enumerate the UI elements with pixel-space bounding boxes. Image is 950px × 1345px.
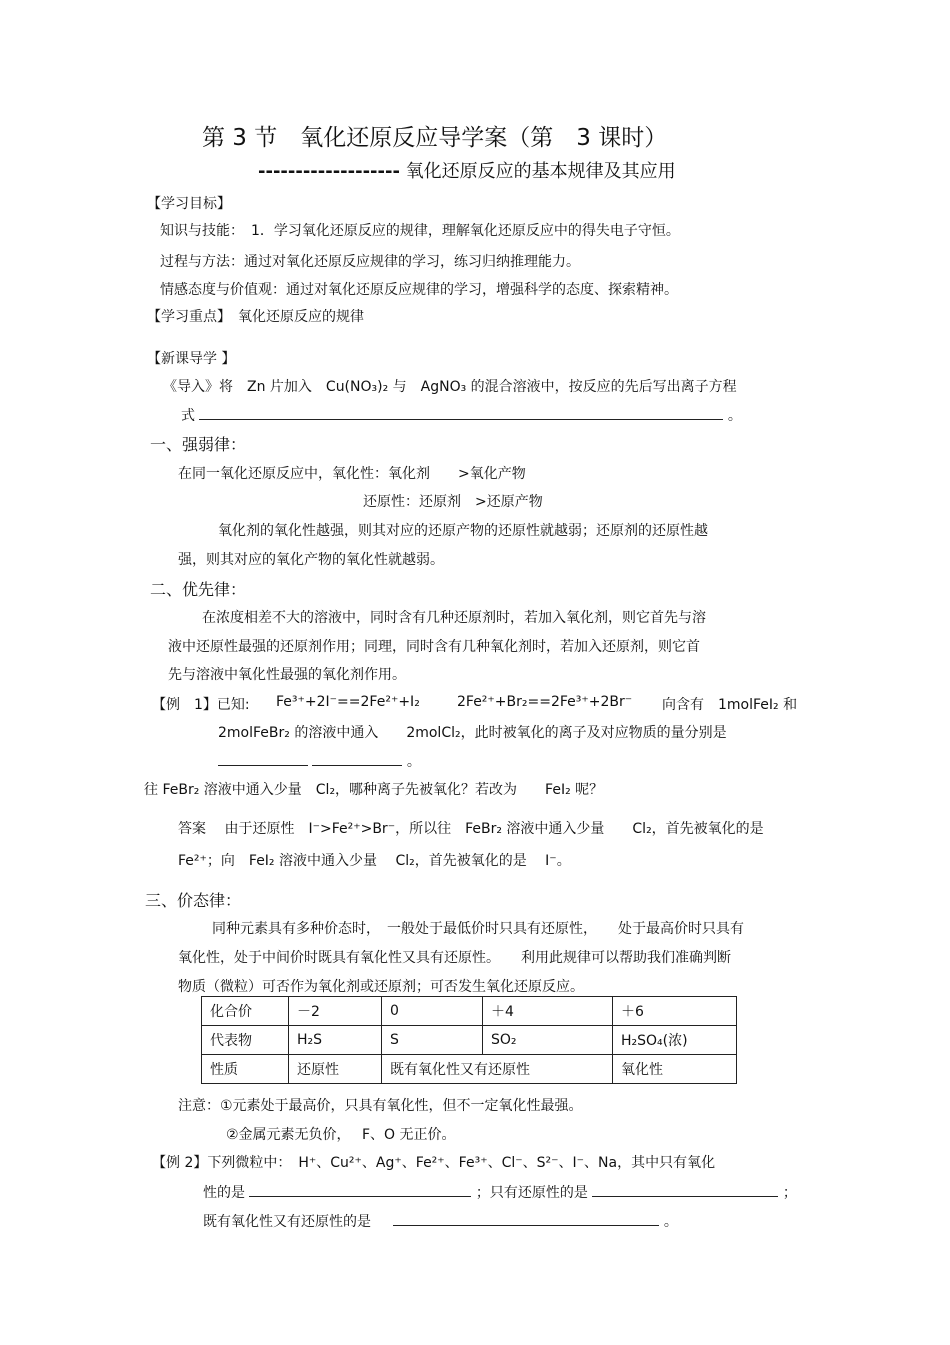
goal-process: 过程与方法：通过对氧化还原反应规律的学习，练习归纳推理能力。 [160, 254, 580, 270]
answer-blank-ex1a[interactable] [218, 751, 308, 766]
example1-label: 【例 1】已知: [152, 697, 250, 713]
section1-line2: 还原性：还原剂 >还原产物 [363, 494, 543, 510]
note2: ②金属元素无负价， F、O 无正价。 [226, 1127, 456, 1143]
section1-line3: 氧化剂的氧化性越强，则其对应的还原产物的还原性就越弱；还原剂的还原性越 [218, 523, 708, 539]
table-row-property [202, 1055, 737, 1084]
example1-line3 [218, 751, 421, 771]
table-cell: 氧化性 [613, 1055, 737, 1084]
intro-line2-suffix: 。 [727, 408, 742, 424]
example1-tail: 向含有 1molFeI₂ 和 [662, 697, 798, 713]
example1-answer2: Fe²⁺；向 FeI₂ 溶液中通入少量 Cl₂，首先被氧化的是 I⁻。 [178, 853, 571, 869]
example1-line3-suffix: 。 [406, 754, 421, 770]
section1-heading: 一、强弱律： [150, 435, 247, 454]
page-subtitle [258, 157, 676, 183]
section3-heading: 三、价态律： [145, 891, 242, 910]
learning-focus: 【学习重点】 氧化还原反应的规律 [147, 309, 364, 325]
table-cell: 性质 [202, 1055, 289, 1084]
answer-blank-both[interactable] [393, 1211, 659, 1226]
intro-line2 [181, 405, 742, 425]
goals-heading: 【学习目标】 [147, 196, 231, 212]
example2-line2-end: ； [782, 1185, 797, 1201]
goal-knowledge: 知识与技能： 1．学习氧化还原反应的规律，理解氧化还原反应中的得失电子守恒。 [160, 223, 680, 239]
example1-equation1: Fe³⁺+2I⁻==2Fe²⁺+I₂ [276, 694, 420, 710]
subtitle-text: 氧化还原反应的基本规律及其应用 [405, 161, 676, 182]
intro-heading: 【新课导学 】 [147, 351, 236, 367]
table-cell: 0 [382, 997, 483, 1026]
table-cell: 还原性 [289, 1055, 382, 1084]
answer-blank-ex1b[interactable] [312, 751, 402, 766]
answer-blank-reducing[interactable] [592, 1182, 778, 1197]
example2-line2 [203, 1182, 797, 1202]
example1-equation2: 2Fe²⁺+Br₂==2Fe³⁺+2Br⁻ [457, 694, 633, 710]
table-cell: 代表物 [202, 1026, 289, 1055]
table-cell: ＋4 [483, 997, 613, 1026]
table-cell: H₂SO₄(浓) [613, 1026, 737, 1055]
intro-line1: 《导入》将 Zn 片加入 Cu(NO₃)₂ 与 AgNO₃ 的混合溶液中，按反应的先后写出离子方程 [163, 379, 737, 395]
example1-line2: 2molFeBr₂ 的溶液中通入 2molCl₂，此时被氧化的离子及对应物质的量分别是 [218, 725, 727, 741]
example2-label-both: 既有氧化性又有还原性的是 [203, 1214, 371, 1230]
section1-line1: 在同一氧化还原反应中，氧化性：氧化剂 >氧化产物 [178, 466, 526, 482]
page-title: 第 3 节 氧化还原反应导学案（第 3 课时） [202, 125, 668, 151]
example1-answer1: 答案 由于还原性 I⁻>Fe²⁺>Br⁻，所以往 FeBr₂ 溶液中通入少量 Cl₂，首先被氧化的是 [178, 821, 764, 837]
section2-line2: 液中还原性最强的还原剂作用；同理，同时含有几种氧化剂时，若加入还原剂，则它首 [168, 639, 700, 655]
subtitle-dashes: ------------------- [258, 161, 400, 182]
table-cell: ＋6 [613, 997, 737, 1026]
answer-blank-intro[interactable] [199, 405, 723, 420]
table-cell: H₂S [289, 1026, 382, 1055]
example2-label-oxidizing: 性的是 [203, 1185, 245, 1201]
section2-heading: 二、优先律： [150, 580, 247, 599]
section2-line1: 在浓度相差不大的溶液中，同时含有几种还原剂时，若加入氧化剂，则它首先与溶 [202, 610, 706, 626]
example2-label-reducing: ；只有还原性的是 [475, 1185, 588, 1201]
section3-line1: 同种元素具有多种价态时， 一般处于最低价时只具有还原性， 处于最高价时只具有 [212, 921, 744, 937]
note1: 注意：①元素处于最高价，只具有氧化性，但不一定氧化性最强。 [178, 1098, 583, 1114]
example1-question: 往 FeBr₂ 溶液中通入少量 Cl₂，哪种离子先被氧化？若改为 FeI₂ 呢？ [144, 782, 604, 798]
table-cell: 既有氧化性又有还原性 [382, 1055, 613, 1084]
section1-line4: 强，则其对应的氧化产物的氧化性就越弱。 [178, 552, 444, 568]
table-cell: －2 [289, 997, 382, 1026]
section3-line2: 氧化性，处于中间价时既具有氧化性又具有还原性。 利用此规律可以帮助我们准确判断 [178, 950, 731, 966]
table-row-valence [202, 997, 737, 1026]
valence-table [201, 996, 737, 1084]
example2-line3 [203, 1211, 678, 1231]
example2-line3-end: 。 [663, 1214, 678, 1230]
section2-line3: 先与溶液中氧化性最强的氧化剂作用。 [168, 667, 406, 683]
table-cell: 化合价 [202, 997, 289, 1026]
table-cell: SO₂ [483, 1026, 613, 1055]
table-row-example [202, 1026, 737, 1055]
intro-line2-prefix: 式 [181, 408, 195, 424]
section3-line3: 物质（微粒）可否作为氧化剂或还原剂；可否发生氧化还原反应。 [178, 979, 584, 995]
goal-emotion: 情感态度与价值观：通过对氧化还原反应规律的学习，增强科学的态度、探索精神。 [160, 282, 678, 298]
table-cell: S [382, 1026, 483, 1055]
example2-line1: 【例 2】下列微粒中： H⁺、Cu²⁺、Ag⁺、Fe²⁺、Fe³⁺、Cl⁻、S²⁻、I⁻、Na，其中只有氧化 [152, 1155, 716, 1171]
answer-blank-oxidizing[interactable] [249, 1182, 471, 1197]
